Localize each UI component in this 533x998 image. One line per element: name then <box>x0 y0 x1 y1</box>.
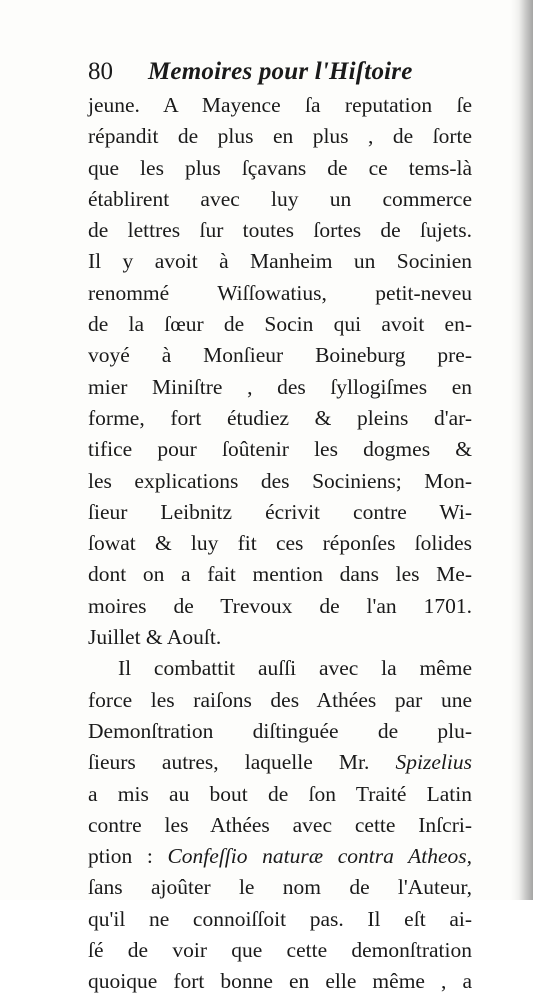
text-line: répandit de plus en plus , de ſorte <box>88 124 472 149</box>
text-line: dont on a fait mention dans les Me- <box>88 562 472 587</box>
text-line: quoique fort bonne en elle même , a <box>88 969 472 994</box>
text-line-italic: Confeſſio naturæ contra Atheos, <box>167 844 473 869</box>
text-line: Demonſtration diſtinguée de plu- <box>88 718 472 743</box>
text-line: de la ſœur de Socin qui avoit en- <box>88 312 472 337</box>
text-line: forme, fort étudiez & pleins d'ar- <box>88 405 472 430</box>
text-line <box>88 841 472 872</box>
text-line: ſé de voir que cette demonſtration <box>88 938 472 963</box>
text-line: que les plus ſçavans de ce tems-là <box>88 155 472 180</box>
text-line-roman: ſieurs autres, laquelle Mr. <box>88 750 396 775</box>
body-text <box>88 90 472 998</box>
text-line: Il combattit auſſi avec la même <box>118 656 472 681</box>
page-number: 80 <box>88 58 113 85</box>
page-header <box>88 56 472 88</box>
page-text-block <box>88 56 472 998</box>
text-line: de lettres ſur toutes ſortes de ſujets. <box>88 218 472 243</box>
text-line: jeune. A Mayence ſa reputation ſe <box>88 93 472 117</box>
text-line: force les raiſons des Athées par une <box>88 687 472 712</box>
text-line <box>88 747 472 778</box>
text-line-italic: Spizelius <box>395 750 472 775</box>
text-line: renommé Wiſſowatius, petit-neveu <box>88 280 472 305</box>
page-edge-shadow <box>511 0 533 900</box>
text-line: ſowat & luy fit ces réponſes ſolides <box>88 531 472 556</box>
text-line: mier Miniſtre , des ſyllogiſmes en <box>88 374 472 399</box>
text-line: les explications des Sociniens; Mon- <box>88 468 472 493</box>
running-title: Memoires pour l'Hiſtoire <box>148 58 413 85</box>
text-line: établirent avec luy un commerce <box>88 186 472 211</box>
text-line: tifice pour ſoûtenir les dogmes & <box>88 437 472 462</box>
text-line: Il y avoit à Manheim un Socinien <box>88 249 472 274</box>
text-line: ſieur Leibnitz écrivit contre Wi- <box>88 499 472 524</box>
text-line: moires de Trevoux de l'an 1701. <box>88 593 472 618</box>
text-line: qu'il ne connoiſſoit pas. Il eſt ai- <box>88 906 472 931</box>
text-line: a mis au bout de ſon Traité Latin <box>88 781 472 806</box>
text-line: voyé à Monſieur Boineburg pre- <box>88 343 472 368</box>
text-line: ſans ajoûter le nom de l'Auteur, <box>88 875 472 900</box>
text-line: Juillet & Aouſt. <box>88 625 222 650</box>
text-line: contre les Athées avec cette Inſcri- <box>88 812 472 837</box>
text-line-roman: ption : <box>88 844 168 869</box>
